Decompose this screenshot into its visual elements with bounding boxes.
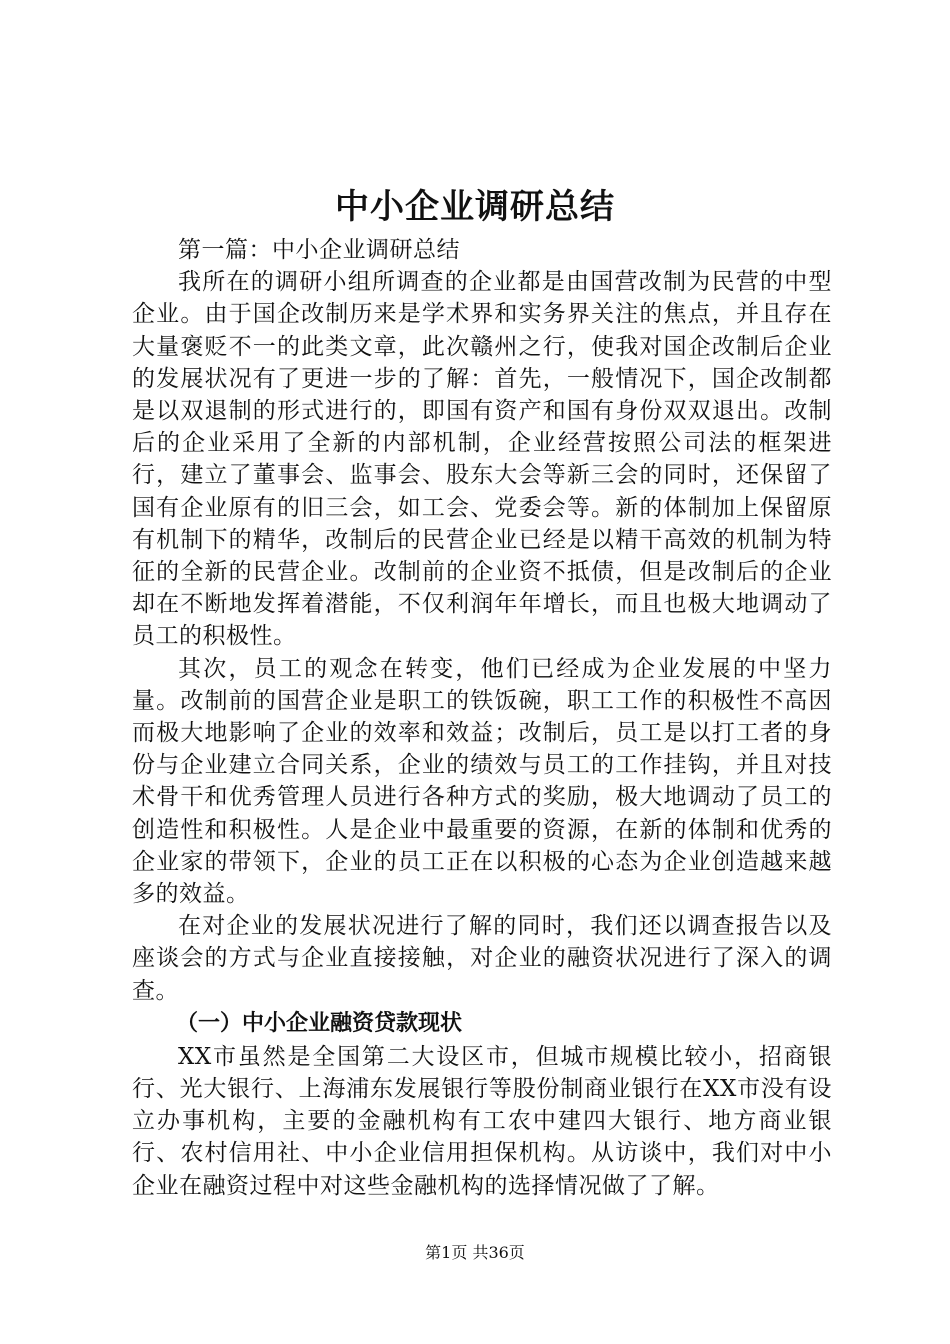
paragraph: XX市虽然是全国第二大设区市，但城市规模比较小，招商银行、光大银行、上海浦东发展银行等股份制商业银行在XX市没有设立办事机构，主要的金融机构有工农中建四大银行、地方商业银行、农村信用社、中小企业信用担保机构。从访谈中，我们对中小企业在融资过程中对这些金融机构的选择情况做了了解。 — [132, 1043, 832, 1199]
document-body — [132, 234, 832, 1202]
paragraph-chapter-label: 第一篇：中小企业调研总结 — [178, 237, 460, 263]
paragraph: 在对企业的发展状况进行了解的同时，我们还以调查报告以及座谈会的方式与企业直接接触，对企业的融资状况进行了深入的调查。 — [132, 913, 832, 1004]
paragraph: 其次，员工的观念在转变，他们已经成为企业发展的中坚力量。改制前的国营企业是职工的铁饭碗，职工工作的积极性不高因而极大地影响了企业的效率和效益；改制后，员工是以打工者的身份与企业建立合同关系，企业的绩效与员工的工作挂钩，并且对技术骨干和优秀管理人员进行各种方式的奖励，极大地调动了员工的创造性和积极性。人是企业中最重要的资源，在新的体制和优秀的企业家的带领下，企业的员工正在以积极的心态为企业创造越来越多的效益。 — [132, 655, 832, 908]
section-heading: （一）中小企业融资贷款现状 — [176, 1010, 463, 1036]
paragraph: 我所在的调研小组所调查的企业都是由国营改制为民营的中型企业。由于国企改制历来是学术界和实务界关注的焦点，并且存在大量褒贬不一的此类文章，此次赣州之行，使我对国企改制后企业的发展状况有了更进一步的了解：首先，一般情况下，国企改制都是以双退制的形式进行的，即国有资产和国有身份双双退出。改制后的企业采用了全新的内部机制，企业经营按照公司法的框架进行，建立了董事会、监事会、股东大会等新三会的同时，还保留了国有企业原有的旧三会，如工会、党委会等。新的体制加上保留原有机制下的精华，改制后的民营企业已经是以精干高效的机制为特征的全新的民营企业。改制前的企业资不抵债，但是改制后的企业却在不断地发挥着潜能，不仅利润年年增长，而且也极大地调动了员工的积极性。 — [132, 269, 832, 650]
document-title: 中小企业调研总结 — [335, 187, 615, 227]
page-number-footer: 第1页 共36页 — [425, 1243, 525, 1262]
